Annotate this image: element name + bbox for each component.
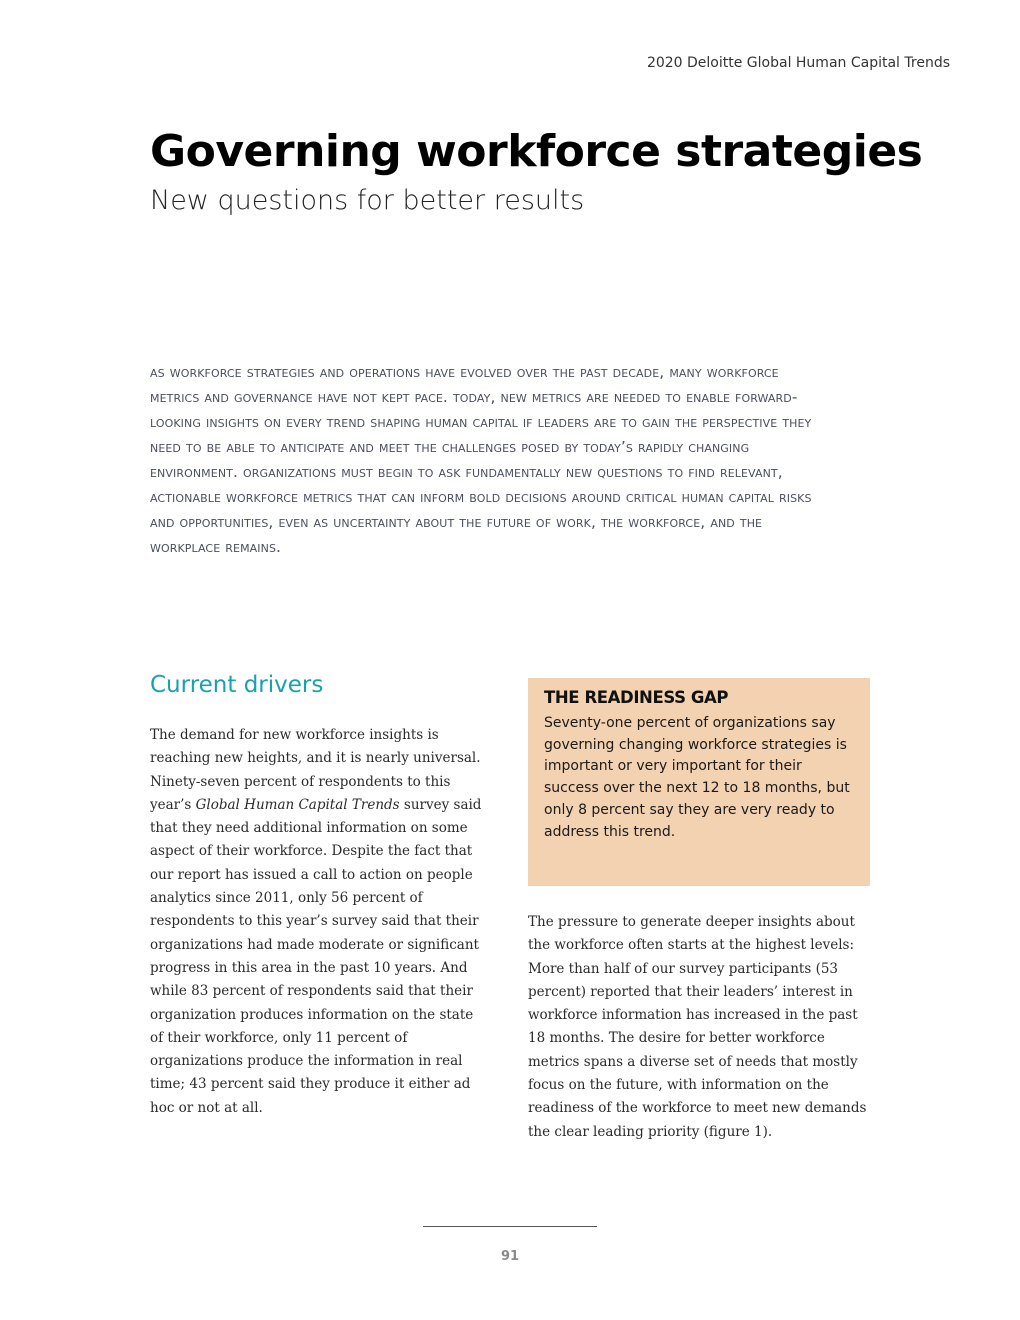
page-number: 91 <box>500 1249 520 1264</box>
right-column-text: The pressure to generate deeper insights about the workforce often starts at the highest levels: More than half of our survey participants (53 percent) reported that their leaders’ interest in workforce information has increased in the past 18 months. The desire for better workforce metrics spans a diverse set of needs that mostly focus on the future, with information on the readiness of the workforce to meet new demands the clear leading priority (figure 1). <box>528 914 867 1140</box>
left-text-part-1: The demand for new workforce insights is reaching new heights, and it is nearly universal. Ninety-seven percent of respondents to this year’s <box>150 727 481 813</box>
section-heading: Current drivers <box>150 672 324 698</box>
left-text-part-2: survey said that they need additional information on some aspect of their workforce. Despite the fact that our report has issued a call to action on people analytics since 2011, only 56 percent of respondents to this year’s survey said that their organizations had made moderate or significant progress in this area in the past 10 years. And while 83 percent of respondents said that their organization produces information on the state of their workforce, only 11 percent of organizations produce the information in real time; 43 percent said they produce it either ad hoc or not at all. <box>150 796 482 1116</box>
callout-title: THE READINESS GAP <box>544 688 729 707</box>
running-header: 2020 Deloitte Global Human Capital Trends <box>646 55 950 71</box>
intro-paragraph: as workforce strategies and operations have evolved over the past decade, many workforce metrics and governance have not kept pace. today, new metrics are needed to enable forward-looking insights on every trend shaping human capital if leaders are to gain the perspective they need to be able to anticipate and meet the challenges posed by today’s rapidly changing environment. organizations must begin to ask fundamentally new questions to find relevant, actionable workforce metrics that can inform bold decisions around critical human capital risks and opportunities, even as uncertainty about the future of work, the workforce, and the workplace remains. <box>150 363 812 556</box>
readiness-gap-callout <box>528 678 870 886</box>
report-title-italic: Global Human Capital Trends <box>195 796 400 813</box>
page-subtitle: New questions for better results <box>150 185 585 216</box>
page-title: Governing workforce strategies <box>150 126 923 177</box>
footer-divider <box>423 1226 597 1227</box>
callout-body: Seventy-one percent of organizations say governing changing workforce strategies is important or very important for their success over the next 12 to 18 months, but only 8 percent say they are very ready to address this trend. <box>544 715 850 840</box>
left-column-text <box>150 724 485 1120</box>
